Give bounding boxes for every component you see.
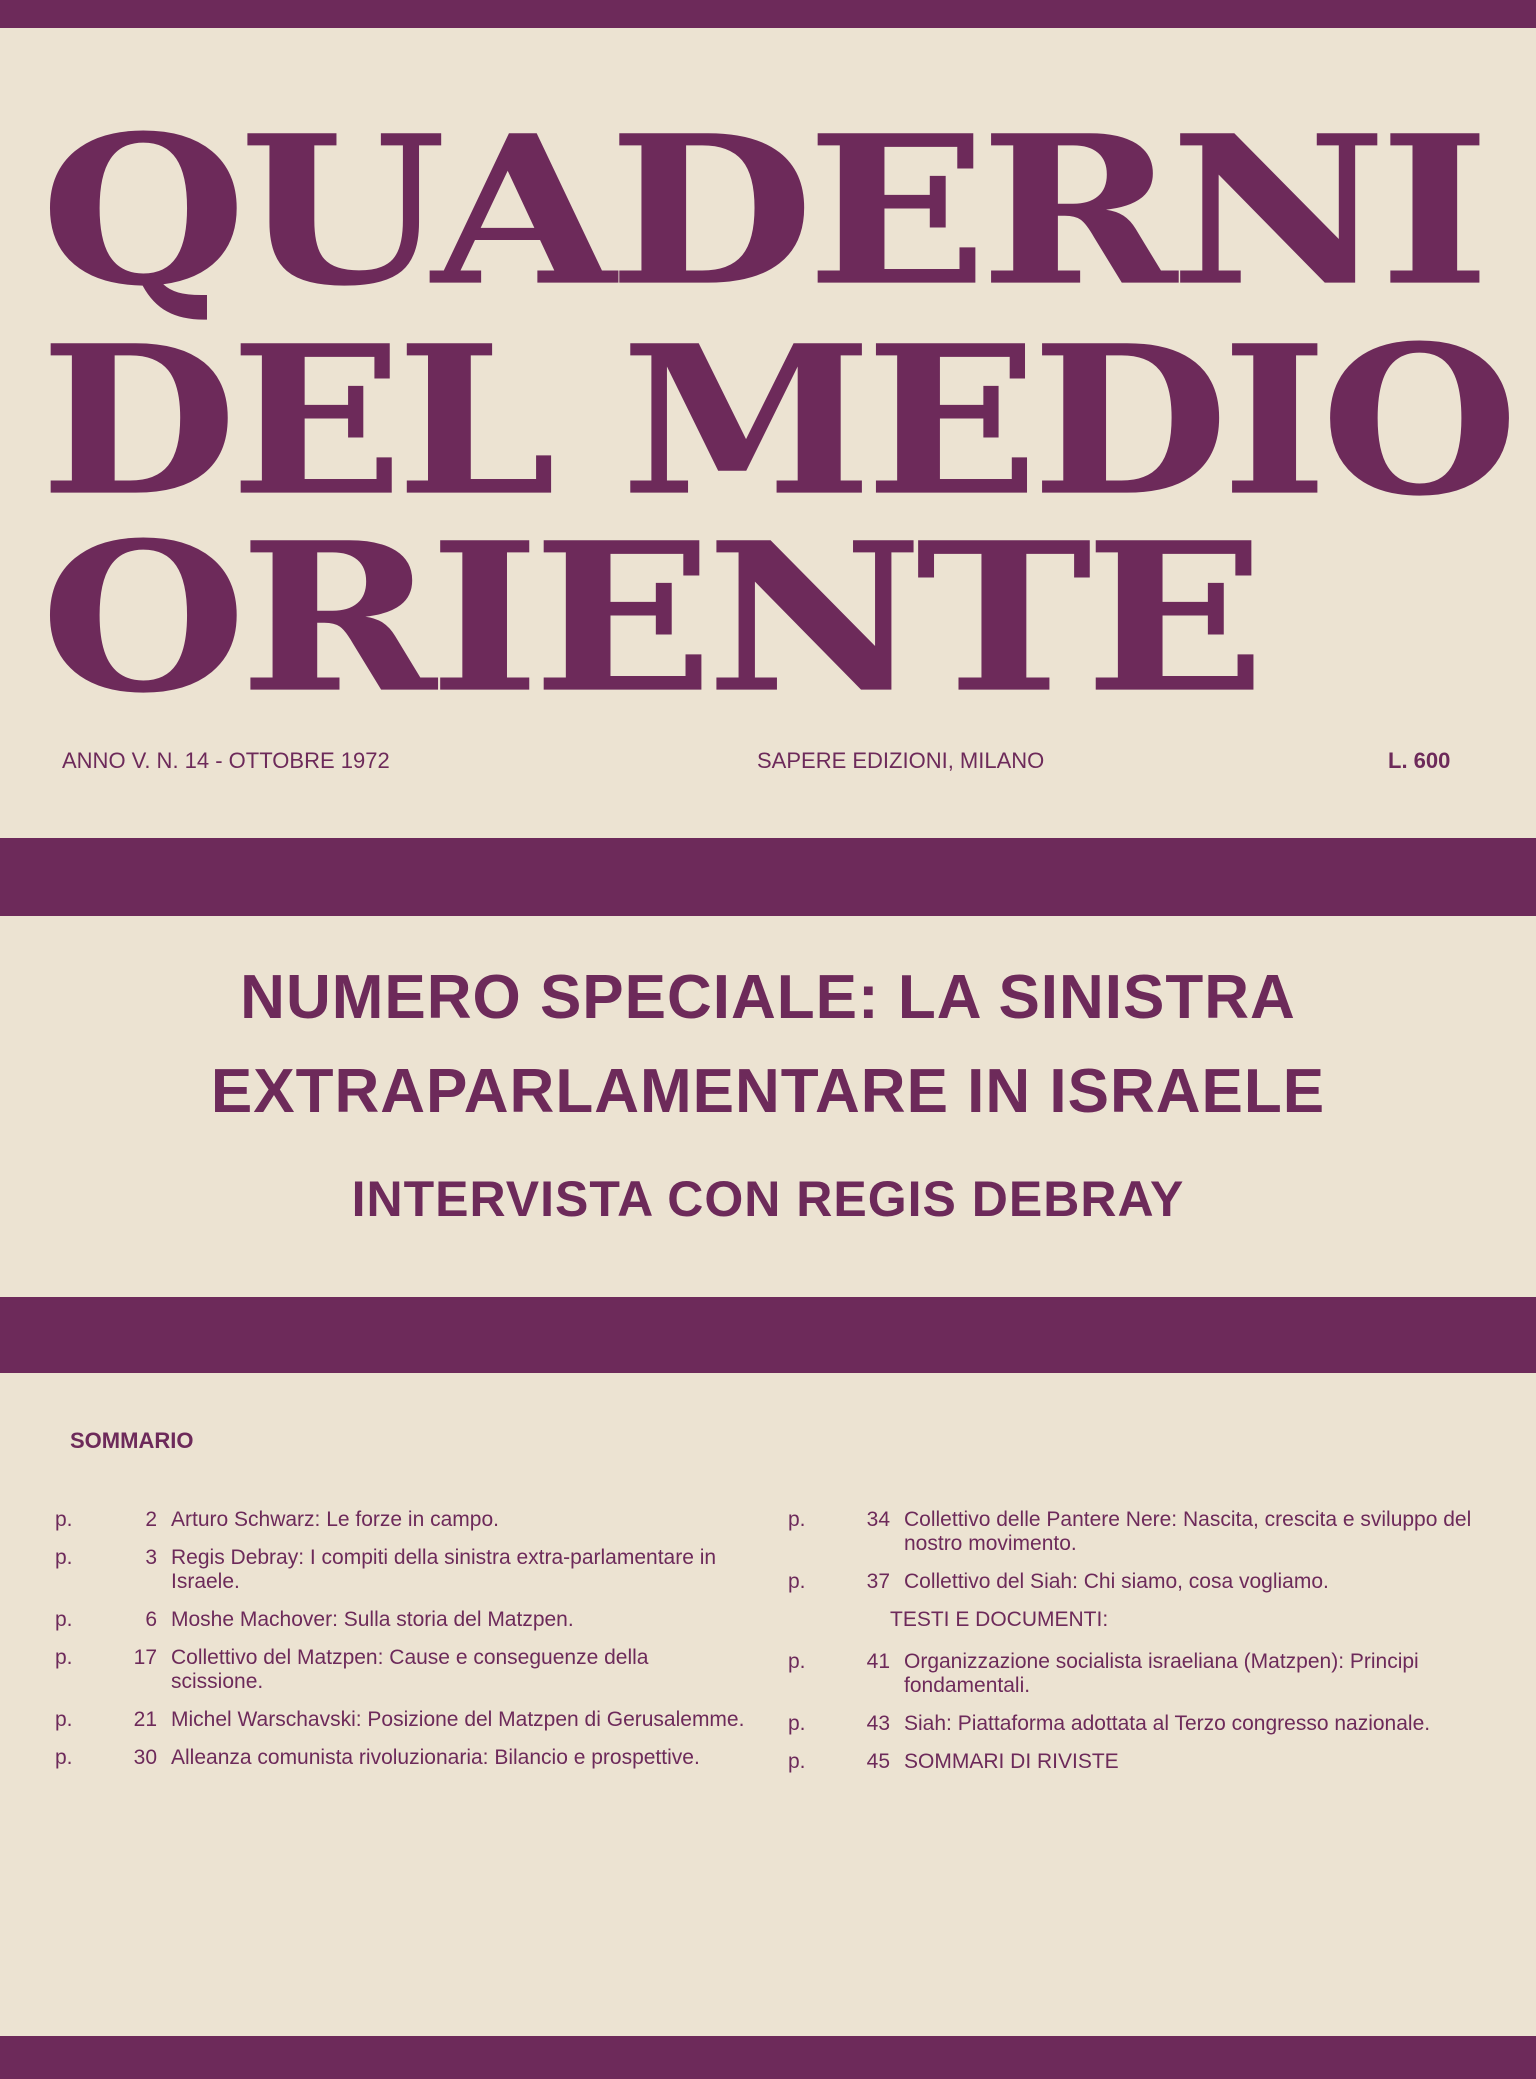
issue-info: ANNO V. N. 14 - OTTOBRE 1972 [62, 748, 390, 773]
bottom-band [0, 2036, 1536, 2079]
toc-page-prefix: p. [55, 1608, 73, 1631]
toc-title: Collettivo delle Pantere Nere: Nascita, crescita e sviluppo del nostro movimento. [904, 1508, 1472, 1555]
toc-page-number: 2 [145, 1508, 157, 1531]
sommario-title: SOMMARIO [70, 1428, 194, 1453]
toc-entry [55, 1546, 745, 1594]
toc-page-prefix: p. [788, 1750, 806, 1773]
toc-page-number: 6 [145, 1608, 157, 1631]
toc-page-number: 43 [866, 1712, 890, 1735]
toc-entry [55, 1508, 745, 1532]
toc-page-number: 45 [866, 1750, 890, 1773]
top-band [0, 0, 1536, 28]
testi-documenti-heading: TESTI E DOCUMENTI: [890, 1608, 1109, 1631]
toc-page-number: 21 [133, 1708, 157, 1731]
toc-entry [55, 1708, 745, 1732]
toc-entry [55, 1608, 745, 1632]
toc-right-column [788, 1508, 1478, 1788]
toc-entry [788, 1750, 1478, 1774]
toc-title: Collettivo del Matzpen: Cause e conseguenze della scissione. [171, 1646, 649, 1693]
headline-line-3: INTERVISTA CON REGIS DEBRAY [351, 1171, 1185, 1227]
toc-entry [55, 1746, 745, 1770]
toc-page-number: 34 [866, 1508, 890, 1531]
toc-title: Michel Warschavski: Posizione del Matzpen di Gerusalemme. [171, 1708, 745, 1731]
toc-page-prefix: p. [55, 1508, 73, 1531]
toc-page-prefix: p. [55, 1746, 73, 1769]
toc-left-column [55, 1508, 745, 1784]
toc-title: Regis Debray: I compiti della sinistra extra-parlamentare in Israele. [171, 1546, 717, 1593]
toc-page-number: 41 [866, 1650, 890, 1673]
toc-page-prefix: p. [55, 1546, 73, 1569]
toc-title: SOMMARI DI RIVISTE [904, 1750, 1119, 1773]
headline-line-1: NUMERO SPECIALE: LA SINISTRA [240, 963, 1296, 1032]
toc-page-number: 30 [133, 1746, 157, 1769]
toc-title: Organizzazione socialista israeliana (Matzpen): Principi fondamentali. [904, 1650, 1419, 1697]
toc-page-prefix: p. [788, 1570, 806, 1593]
publisher-info: SAPERE EDIZIONI, MILANO [757, 748, 1045, 773]
toc-page-prefix: p. [788, 1650, 806, 1673]
middle-band-2 [0, 1297, 1536, 1373]
middle-band-1 [0, 838, 1536, 916]
toc-entry [788, 1712, 1478, 1736]
toc-page-prefix: p. [55, 1646, 73, 1669]
masthead-line-3: ORIENTE [40, 496, 1259, 739]
toc-title: Moshe Machover: Sulla storia del Matzpen. [171, 1608, 574, 1631]
masthead-line-1: QUADERNI [40, 89, 1483, 332]
toc-title: Arturo Schwarz: Le forze in campo. [171, 1508, 499, 1531]
toc-page-prefix: p. [788, 1712, 806, 1735]
toc-title: Siah: Piattaforma adottata al Terzo congresso nazionale. [904, 1712, 1431, 1735]
headline-line-2: EXTRAPARLAMENTARE IN ISRAELE [210, 1057, 1326, 1126]
toc-entry [788, 1508, 1478, 1556]
toc-entry [55, 1646, 745, 1694]
toc-title: Alleanza comunista rivoluzionaria: Bilancio e prospettive. [171, 1746, 700, 1769]
toc-page-prefix: p. [788, 1508, 806, 1531]
price: L. 600 [1388, 748, 1451, 773]
toc-page-number: 37 [866, 1570, 890, 1593]
toc-page-prefix: p. [55, 1708, 73, 1731]
toc-page-number: 3 [145, 1546, 157, 1569]
masthead-line-2: DEL MEDIO [40, 299, 1512, 542]
toc-entry [788, 1650, 1478, 1698]
toc-page-number: 17 [133, 1646, 157, 1669]
toc-title: Collettivo del Siah: Chi siamo, cosa vogliamo. [904, 1570, 1329, 1593]
toc-entry [788, 1570, 1478, 1594]
